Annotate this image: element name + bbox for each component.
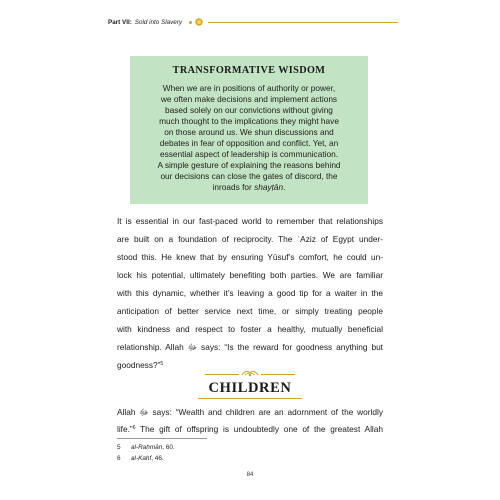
paragraph-line: relationship. Allah ﷻ says: “Is the reward for goodness anything but (117, 342, 383, 352)
wisdom-line: based solely on our convictions without giving (165, 104, 333, 115)
page-number: 84 (246, 472, 254, 478)
wisdom-line: When we are in positions of authority or power, (162, 83, 336, 93)
wisdom-line: much thought to the implications they might have (159, 115, 339, 126)
running-header (108, 14, 398, 30)
wisdom-line-last: inroads for shayṭān. (212, 181, 286, 192)
footnote-ref-6[interactable]: 6 (132, 425, 136, 431)
header-part-label: Part VII: (108, 18, 132, 26)
header-chapter-title: Sold into Slavery (134, 18, 183, 26)
wisdom-line: on those around us. We shun discussions and (164, 126, 334, 137)
section-heading: CHILDREN (208, 380, 292, 396)
paragraph-line: Allah ﷻ says: “Wealth and children are an adornment of the worldly (117, 407, 383, 417)
footnote-ref-5[interactable]: 5 (160, 361, 164, 367)
shaytan-term: shayṭān (254, 181, 284, 192)
paragraph-line: with kindness and respect to foster a healthy, mutually beneficial (117, 324, 383, 334)
paragraph-line: It is essential in our fast-paced world to remember that relationships (117, 216, 383, 226)
wisdom-box-title: TRANSFORMATIVE WISDOM (172, 65, 326, 76)
paragraph-line: with this dynamic, whether it’s leaving a good tip for a waiter in the (117, 288, 383, 298)
paragraph-line: anticipation of better service next time, or simply treating people (117, 306, 383, 316)
transformative-wisdom-box (130, 56, 368, 204)
wisdom-line: debates in fear of opposition and conflict. Yet, an (159, 137, 339, 148)
footnote-6: 6 al-Kahf, 46. (117, 455, 164, 462)
wisdom-line: our decisions can close the gates of discord, the (160, 170, 338, 181)
wisdom-line: we often make decisions and implement actions (160, 93, 338, 104)
footnote-rule (117, 438, 207, 439)
paragraph-line-last: goodness?”$^5$ (117, 360, 164, 370)
flourish-ornament-icon (205, 368, 295, 378)
header-rule (208, 22, 398, 23)
paragraph-line: life.”$^6$ The gift of offspring is undoubtedly one of the greatest Allah (117, 424, 383, 434)
sun-ornament-icon (188, 17, 206, 27)
paragraph-line: are built on a foundation of reciprocity. The ʿAziz of Egypt under- (117, 234, 383, 244)
section-heading-rule (198, 398, 302, 399)
wisdom-line: essential aspect of leadership is communication. (159, 148, 338, 159)
wisdom-line: A simple gesture of explaining the reasons behind (157, 159, 341, 170)
paragraph-line: stood this. He knew that by ensuring Yūsuf’s comfort, he could un- (117, 252, 383, 262)
footnote-5: 5 al-Raḥmān, 60. (117, 444, 175, 451)
paragraph-line: lock his potential, ultimately benefiting both parties. We are familiar (117, 270, 383, 280)
